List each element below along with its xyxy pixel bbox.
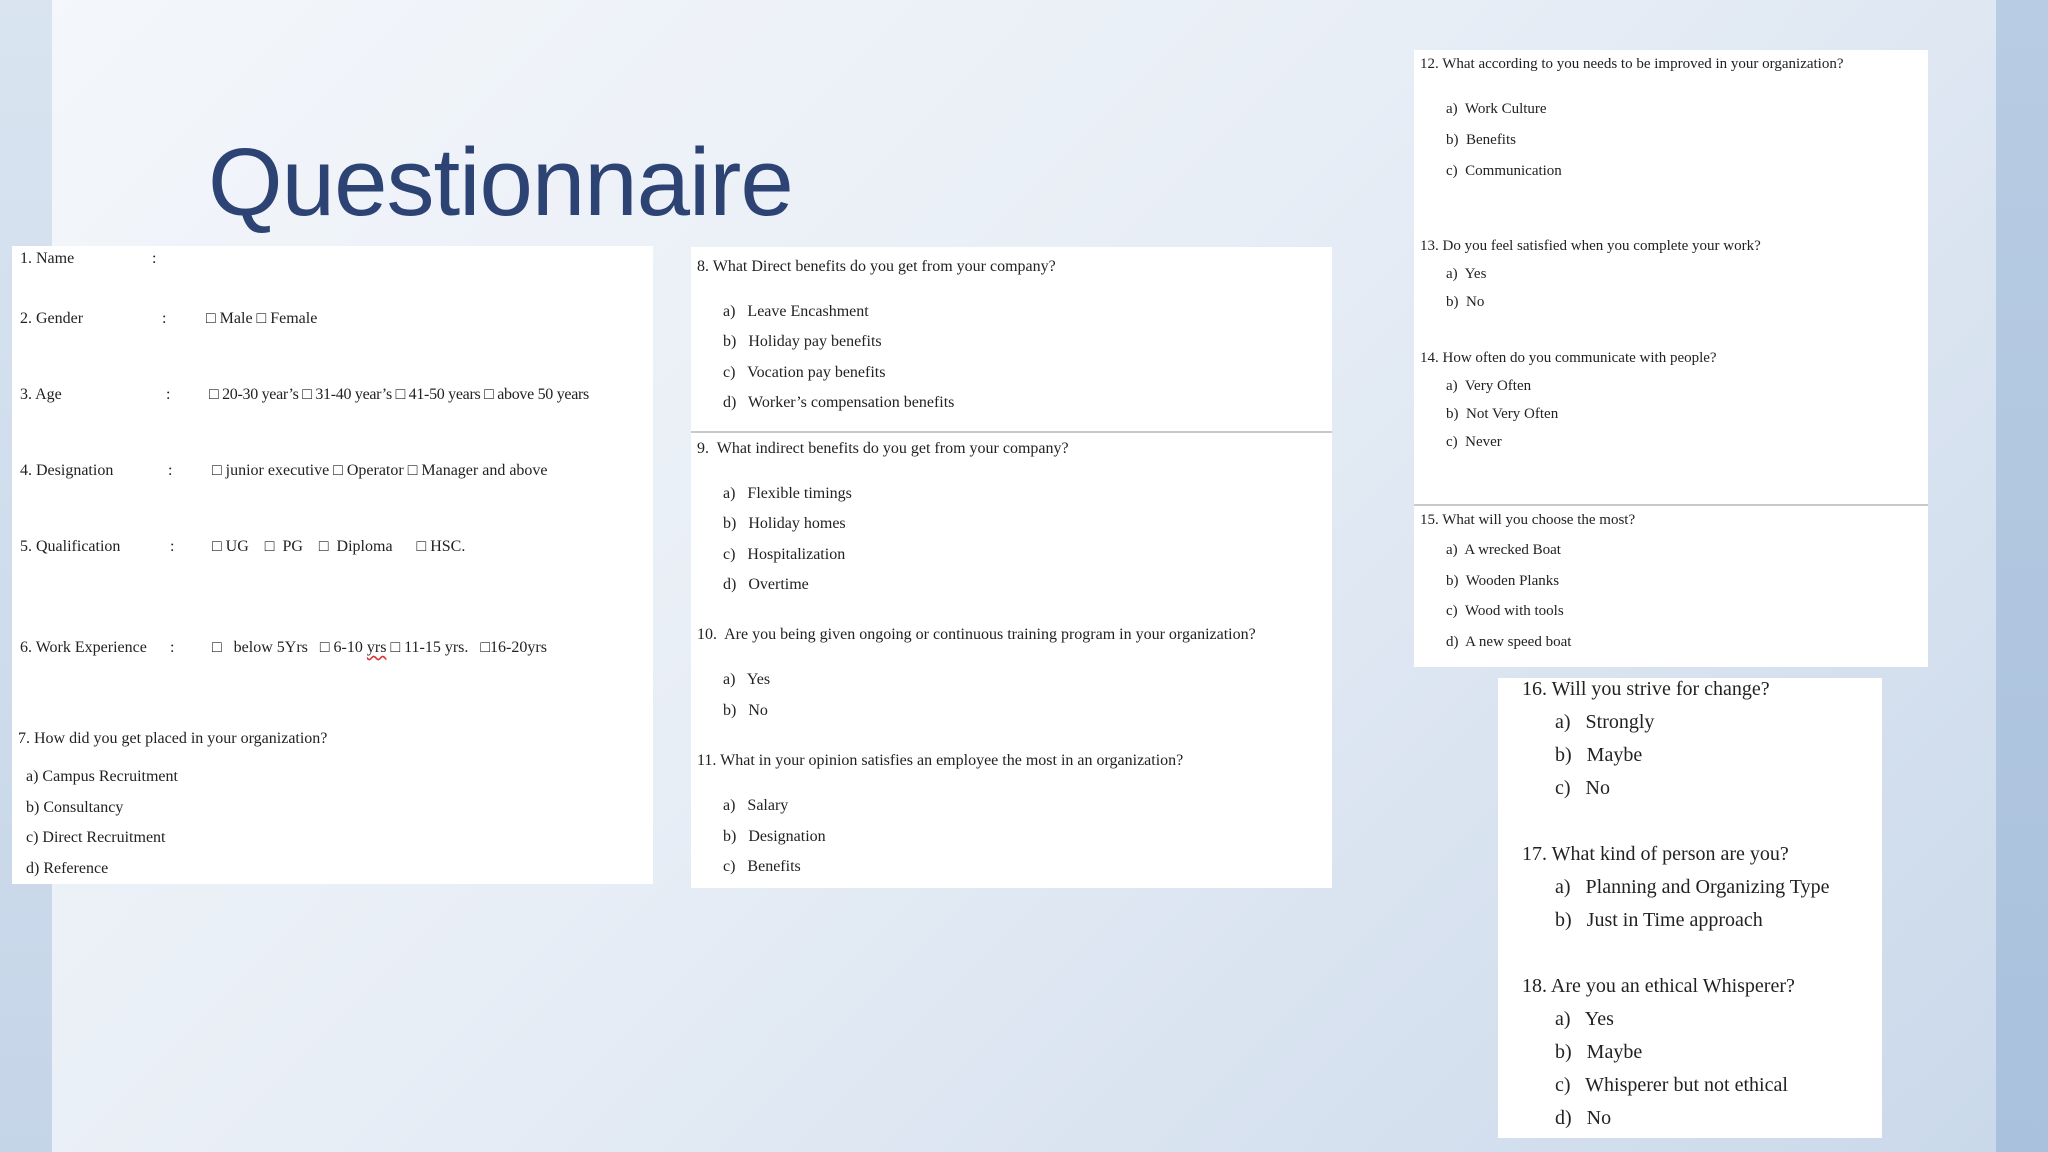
q15-option-a: a) A wrecked Boat: [1446, 542, 1561, 558]
field-label-gender: 2. Gender: [20, 310, 84, 327]
q15-option-c: c) Wood with tools: [1446, 603, 1564, 619]
question-17: 17. What kind of person are you?: [1522, 843, 1789, 865]
question-14: 14. How often do you communicate with people?: [1420, 350, 1717, 366]
q15-option-b: b) Wooden Planks: [1446, 573, 1560, 589]
q18-option-a: a) Yes: [1555, 1008, 1614, 1030]
q17-option-a: a) Planning and Organizing Type: [1555, 876, 1830, 898]
section-divider: [1414, 504, 1928, 506]
questionnaire-panel-benefits: [691, 247, 1332, 888]
page-title: Questionnaire: [208, 129, 793, 236]
q10-option-b: b) No: [723, 702, 768, 719]
q7-option-a: a) Campus Recruitment: [26, 768, 178, 785]
question-18: 18. Are you an ethical Whisperer?: [1522, 975, 1795, 997]
q8-option-d: d) Worker’s compensation benefits: [723, 394, 955, 411]
q12-option-a: a) Work Culture: [1446, 101, 1547, 117]
field-label-designation: 4. Designation: [20, 462, 114, 479]
q18-option-b: b) Maybe: [1555, 1041, 1643, 1063]
q11-option-b: b) Designation: [723, 828, 826, 845]
field-options-work-experience: [212, 639, 547, 657]
field-options-age: □ 20-30 year’s □ 31-40 year’s □ 41-50 years □ above 50 years: [209, 386, 589, 403]
q16-option-b: b) Maybe: [1555, 744, 1643, 766]
field-label-age: 3. Age: [20, 386, 62, 403]
field-colon: :: [152, 250, 157, 267]
question-10: 10. Are you being given ongoing or continuous training program in your organization?: [697, 626, 1256, 643]
question-16: 16. Will you strive for change?: [1522, 678, 1770, 700]
field-colon: :: [170, 639, 175, 656]
q8-option-b: b) Holiday pay benefits: [723, 333, 882, 350]
q18-option-d: d) No: [1555, 1107, 1612, 1129]
q12-option-c: c) Communication: [1446, 163, 1562, 179]
q9-option-c: c) Hospitalization: [723, 546, 846, 563]
question-8: 8. What Direct benefits do you get from your company?: [697, 258, 1056, 275]
q9-option-b: b) Holiday homes: [723, 515, 846, 532]
q11-option-c: c) Benefits: [723, 858, 801, 875]
q11-option-a: a) Salary: [723, 797, 789, 814]
q13-option-b: b) No: [1446, 294, 1485, 310]
question-7: 7. How did you get placed in your organization?: [18, 730, 328, 747]
question-13: 13. Do you feel satisfied when you complete your work?: [1420, 238, 1761, 254]
question-9: 9. What indirect benefits do you get from your company?: [697, 440, 1069, 457]
q15-option-d: d) A new speed boat: [1446, 634, 1572, 650]
field-options-gender: □ Male □ Female: [206, 310, 318, 327]
field-colon: :: [162, 310, 167, 327]
q8-option-c: c) Vocation pay benefits: [723, 364, 886, 381]
q14-option-a: a) Very Often: [1446, 378, 1532, 394]
section-divider: [691, 431, 1332, 433]
q14-option-b: b) Not Very Often: [1446, 406, 1559, 422]
work-exp-part-a: □ below 5Yrs □ 6-10: [212, 639, 367, 656]
field-options-qualification: □ UG □ PG □ Diploma □ HSC.: [212, 538, 466, 555]
q7-option-b: b) Consultancy: [26, 799, 124, 816]
field-label-work-experience: 6. Work Experience: [20, 639, 147, 656]
field-label-name: 1. Name: [20, 250, 75, 267]
field-colon: :: [170, 538, 175, 555]
questionnaire-panel-personal: [12, 246, 653, 884]
q17-option-b: b) Just in Time approach: [1555, 909, 1763, 931]
work-exp-part-c: □ 11-15 yrs. □16-20yrs: [386, 639, 547, 656]
questionnaire-panel-personality: [1498, 678, 1882, 1138]
question-12: 12. What according to you needs to be improved in your organization?: [1420, 56, 1844, 72]
q14-option-c: c) Never: [1446, 434, 1502, 450]
q16-option-c: c) No: [1555, 777, 1610, 799]
field-colon: :: [168, 462, 173, 479]
q9-option-d: d) Overtime: [723, 576, 809, 593]
q13-option-a: a) Yes: [1446, 266, 1487, 282]
field-label-qualification: 5. Qualification: [20, 538, 121, 555]
right-decor-band: [1996, 0, 2048, 1152]
q7-option-d: d) Reference: [26, 860, 109, 877]
question-11: 11. What in your opinion satisfies an employee the most in an organization?: [697, 752, 1184, 769]
q10-option-a: a) Yes: [723, 671, 771, 688]
q8-option-a: a) Leave Encashment: [723, 303, 869, 320]
q12-option-b: b) Benefits: [1446, 132, 1516, 148]
field-colon: :: [166, 386, 171, 403]
q18-option-c: c) Whisperer but not ethical: [1555, 1074, 1788, 1096]
q7-option-c: c) Direct Recruitment: [26, 829, 166, 846]
q9-option-a: a) Flexible timings: [723, 485, 852, 502]
question-15: 15. What will you choose the most?: [1420, 512, 1636, 528]
work-exp-misspelled-word: yrs: [366, 639, 387, 656]
q16-option-a: a) Strongly: [1555, 711, 1655, 733]
questionnaire-panel-organization: [1414, 50, 1928, 667]
field-options-designation: □ junior executive □ Operator □ Manager and above: [212, 462, 548, 479]
